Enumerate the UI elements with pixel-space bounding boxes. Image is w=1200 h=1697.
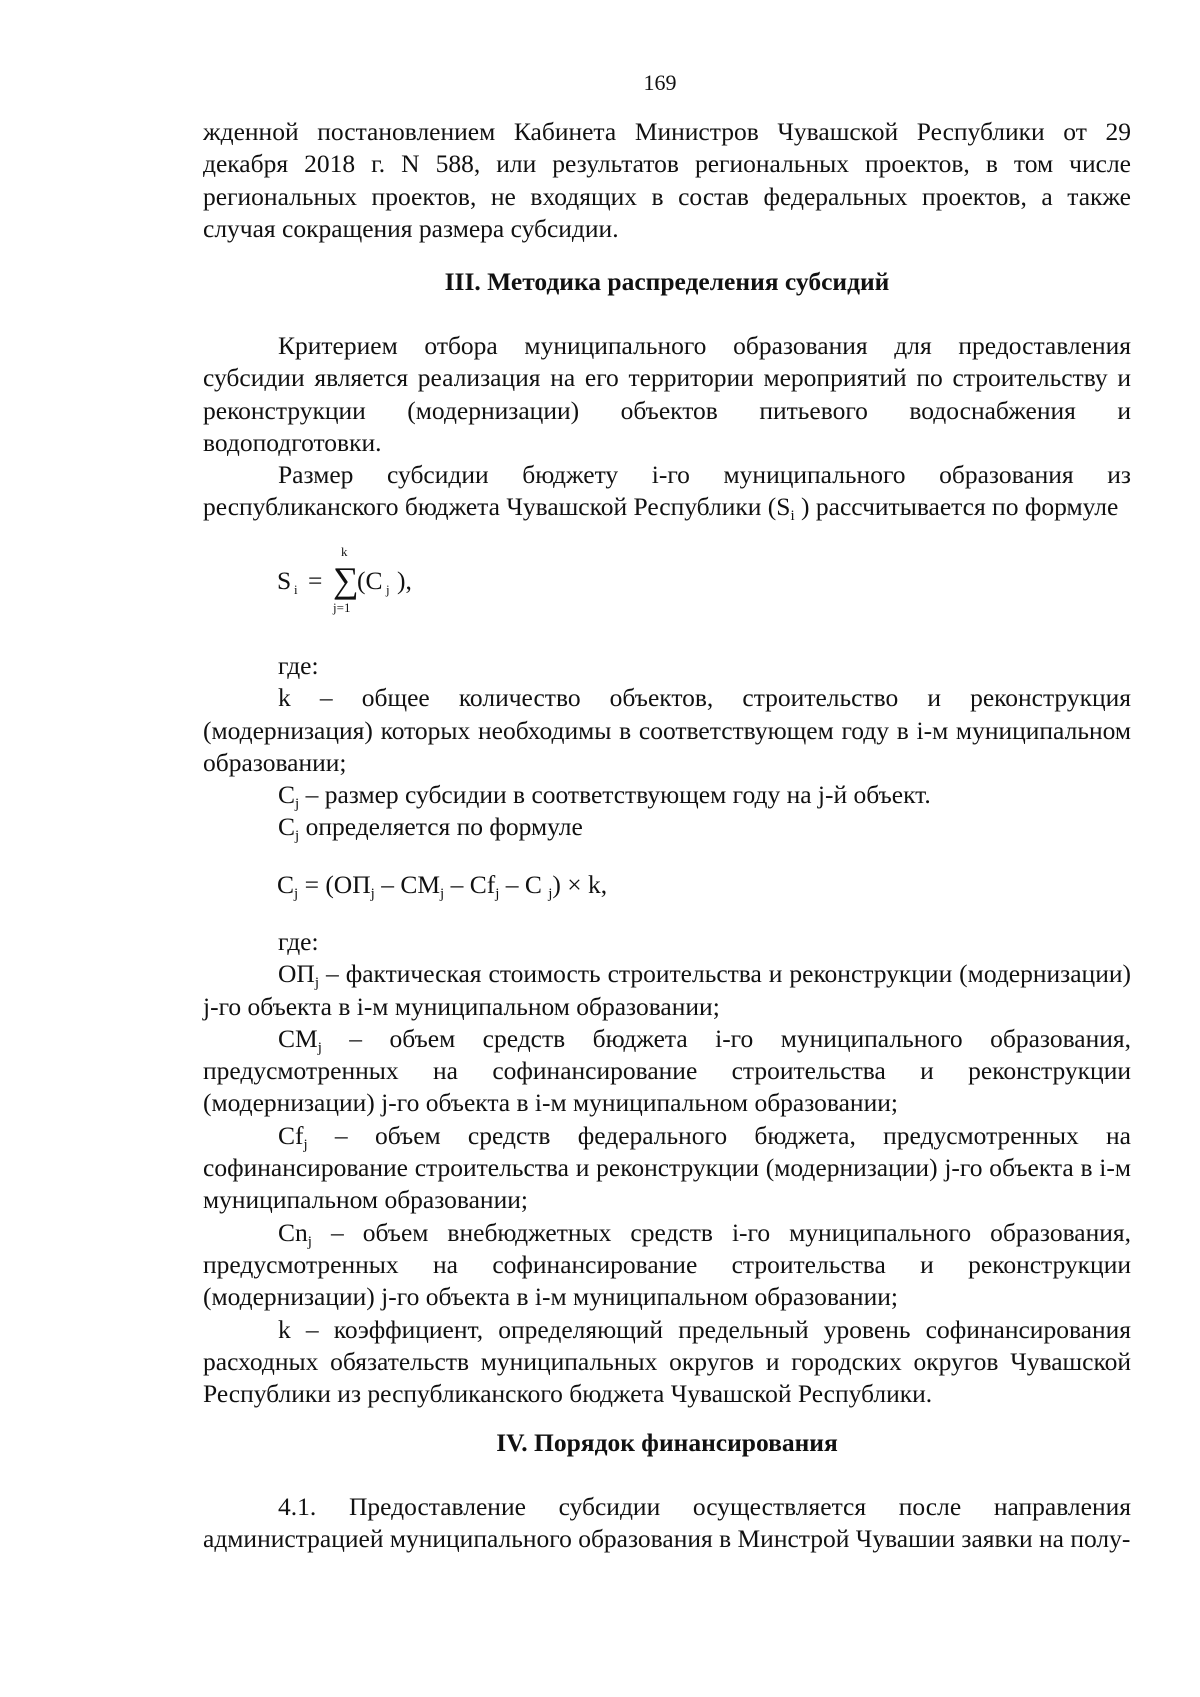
where-block-1: [203, 650, 1131, 844]
formula-si-body-end: ),: [397, 566, 412, 595]
def-cf-text: – объем средств федерального бюджета, предусмотренных на софинансирование строительства и реконструкции (модернизации) j-го объекта в i-м муниципальном образовании;: [203, 1120, 1131, 1215]
k-definition: k – общее количество объектов, строительство и реконструкция (модернизация) которых необходимы в соответствующем году в i-м муниципальном образовании;: [203, 683, 1131, 777]
section-4-heading: IV. Порядок финансирования: [496, 1428, 838, 1457]
def-cn-sub: j: [307, 1233, 312, 1250]
formula-cj-c-sub: j: [548, 886, 553, 902]
formula-si-lower-limit: j=1: [333, 600, 351, 615]
formula-cj-c: – C: [499, 870, 549, 899]
formula-si-body-sub: j: [386, 582, 390, 597]
def-op: [203, 958, 1131, 1023]
where-label-1: где:: [278, 651, 319, 680]
subsidy-size-paragraph: [203, 459, 1131, 524]
cj-calc-line: [203, 811, 1131, 843]
cj-calc-text: определяется по формуле: [299, 812, 583, 842]
def-cn-symbol: Сn: [278, 1217, 308, 1247]
financing-paragraph: 4.1. Предоставление субсидии осуществляется после направления администрацией муниципального образования в Минстрой Чувашии заявки на полу-: [203, 1492, 1131, 1554]
def-sm-text: – объем средств бюджета i-го муниципального образования, предусмотренных на софинансирование строительства и реконструкции (модернизации) j-го объекта в i-м муниципальном образовании;: [203, 1023, 1131, 1118]
formula-cj-cf: – Cf: [444, 870, 496, 899]
formula-cj-cf-sub: j: [495, 886, 500, 902]
cj-definition-text: – размер субсидии в соответствующем году на j-й объект.: [299, 780, 931, 810]
formula-si: [277, 544, 477, 618]
cj-symbol: C: [278, 780, 296, 810]
def-sm: [203, 1023, 1131, 1120]
intro-paragraph: [203, 116, 1131, 245]
formula-si-upper-limit: k: [341, 544, 348, 559]
def-cn-text: – объем внебюджетных средств i-го муниципального образования, предусмотренных на софинансирование строительства и реконструкции (модернизации) j-го объекта в i-м муниципальном образовании;: [203, 1217, 1131, 1312]
subsidy-size-text: Размер субсидии бюджету i-го муниципального образования из республиканского бюджета Чувашской Республики (S: [203, 460, 1131, 522]
where-label-2: где:: [278, 927, 319, 956]
subsidy-size-text-end: ) рассчитывается по формуле: [794, 492, 1119, 522]
def-sm-symbol: СМ: [278, 1023, 318, 1053]
where-block-2: [203, 926, 1131, 1410]
section-3-heading: III. Методика распределения субсидий: [444, 267, 890, 296]
formula-cj: [277, 870, 607, 900]
def-cf-symbol: Cf: [278, 1120, 304, 1150]
page-number: 169: [643, 70, 677, 95]
formula-cj-lhs: C: [277, 870, 295, 899]
def-sm-sub: j: [317, 1039, 322, 1056]
formula-cj-sm-sub: j: [440, 886, 445, 902]
def-cn: [203, 1217, 1131, 1314]
criteria-paragraph: Критерием отбора муниципального образования для предоставления субсидии является реализация на его территории мероприятий по строительству и реконструкции (модернизации) объектов питьевого водоснабжения и водоподготовки.: [203, 331, 1131, 457]
formula-si-equals: =: [308, 566, 323, 595]
cj-sub: j: [295, 796, 300, 813]
cj-definition: [203, 779, 1131, 811]
formula-cj-op: = (ОП: [298, 870, 371, 899]
cj-calc-sub: j: [295, 828, 300, 845]
subsidy-size-sub: i: [790, 508, 795, 525]
formula-cj-sm: – СМ: [374, 870, 441, 899]
def-k: [203, 1314, 1131, 1411]
formula-si-lhs-sub: i: [294, 582, 298, 597]
def-op-symbol: ОП: [278, 959, 315, 989]
formula-cj-end: ) × k,: [552, 870, 608, 899]
formula-si-sigma: ∑: [333, 560, 359, 600]
intro-text: жденной постановлением Кабинета Министров Чувашской Республики от 29 декабря 2018 г. N 588, или результатов региональных проектов, в том числе региональных проектов, не входящих в состав федеральных проектов, а также случая сокращения размера субсидии.: [203, 117, 1131, 243]
def-op-sub: j: [314, 975, 320, 992]
section-4-body: [203, 1491, 1131, 1556]
formula-si-lhs: S: [277, 566, 292, 595]
section-3-body: [203, 330, 1131, 524]
def-k-symbol: k: [278, 1314, 291, 1344]
cj-calc-symbol: C: [278, 812, 296, 842]
def-k-text: – коэффициент, определяющий предельный уровень софинансирования расходных обязательств муниципальных округов и городских округов Чувашской Республики из республиканского бюджета Чувашской Республики.: [203, 1314, 1131, 1409]
def-cf: [203, 1120, 1131, 1217]
formula-si-body: (C: [357, 566, 383, 595]
def-op-text: – фактическая стоимость строительства и реконструкции (модернизации) j-го объекта в i-м муниципальном образовании;: [203, 959, 1131, 1021]
formula-cj-lhs-sub: j: [294, 886, 299, 902]
formula-cj-op-sub: j: [370, 886, 375, 902]
def-cf-sub: j: [303, 1136, 308, 1153]
